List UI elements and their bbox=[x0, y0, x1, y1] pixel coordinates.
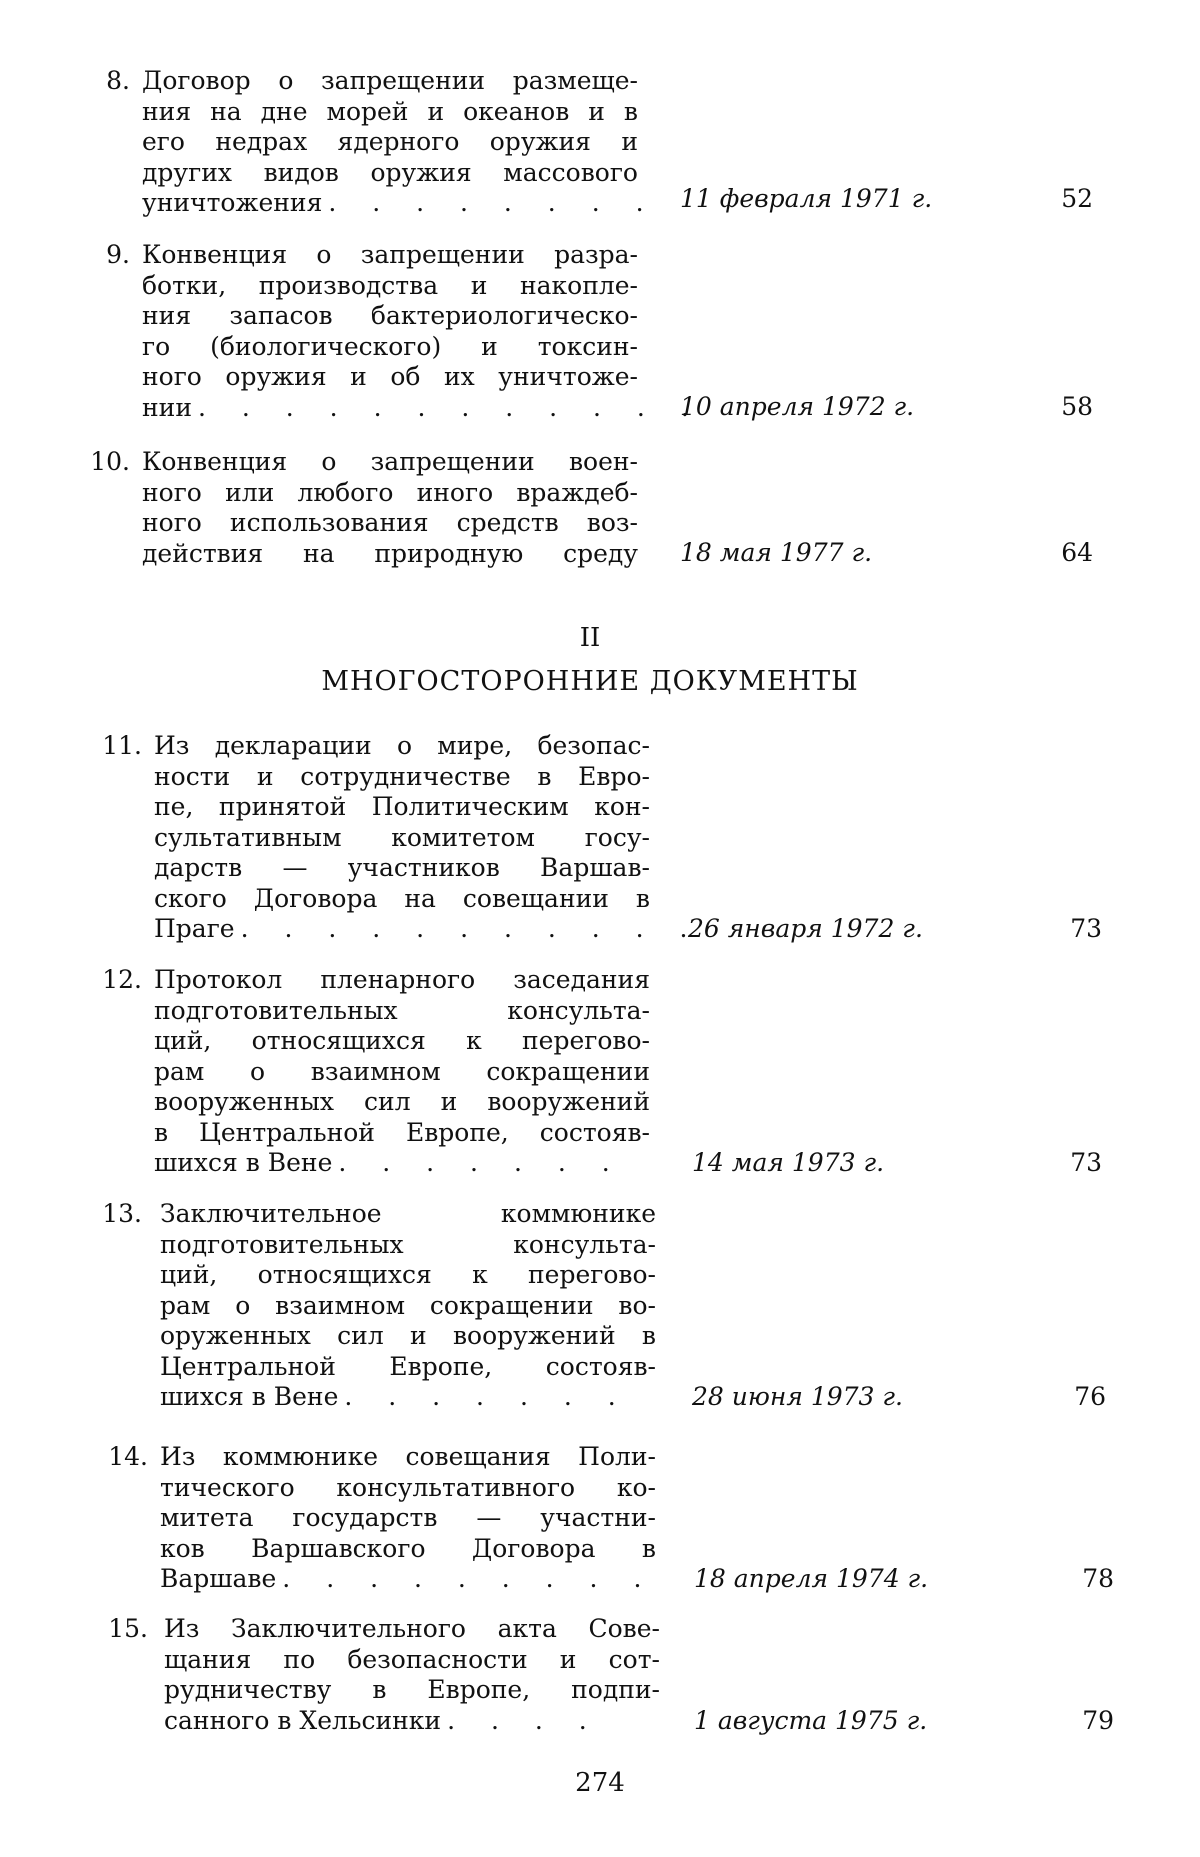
entry-title-line: ности и сотрудничестве в Евро- bbox=[154, 761, 650, 791]
entry-title-line: тического консультативного ко- bbox=[160, 1472, 656, 1502]
entry-number: 8. bbox=[106, 66, 130, 95]
entry-title-line: ций, относящихся к перегово- bbox=[160, 1260, 656, 1289]
entry-title-line: Из Заключительного акта Сове- bbox=[164, 1614, 660, 1643]
entry-title-line bbox=[142, 188, 658, 219]
entry-title-line: сультативным комитетом госу- bbox=[154, 822, 650, 852]
page-folio-number: 274 bbox=[575, 1768, 625, 1798]
entry-title bbox=[160, 1199, 656, 1413]
entry-title-line bbox=[160, 1382, 656, 1413]
entry-page-number: 73 bbox=[1070, 914, 1102, 943]
entry-title-line bbox=[154, 914, 702, 945]
entry-title-line: митета государств — участни- bbox=[160, 1503, 656, 1532]
entry-date: 28 июня 1973 г. bbox=[692, 1382, 903, 1411]
entry-title bbox=[142, 447, 638, 569]
entry-title-line: ций, относящихся к перегово- bbox=[154, 1026, 650, 1055]
entry-title-text: санного в Хельсинки bbox=[164, 1705, 442, 1735]
entry-title-line: Конвенция о запрещении разра- bbox=[142, 240, 638, 269]
entry-title-line: го (биологического) и токсин- bbox=[142, 331, 638, 361]
entry-title-line: рудничеству в Европе, подпи- bbox=[164, 1675, 660, 1704]
entry-number: 11. bbox=[102, 731, 142, 760]
entry-page-number: 64 bbox=[1061, 538, 1093, 567]
entry-date: 11 февраля 1971 г. bbox=[680, 184, 933, 213]
entry-title-line: дарств — участников Варшав- bbox=[154, 853, 650, 882]
entry-number: 14. bbox=[108, 1442, 148, 1471]
dot-leaders: . . . . . . . bbox=[344, 1382, 630, 1411]
entry-title-line: рам о взаимном сокращении во- bbox=[160, 1290, 656, 1320]
entry-number: 15. bbox=[108, 1614, 148, 1643]
entry-title-text: шихся в Вене bbox=[160, 1382, 339, 1411]
section-number: II bbox=[579, 623, 601, 653]
entry-page-number: 76 bbox=[1074, 1382, 1106, 1411]
entry-date: 10 апреля 1972 г. bbox=[680, 392, 915, 421]
entry-number: 12. bbox=[102, 965, 142, 994]
entry-title-line bbox=[164, 1706, 660, 1737]
entry-title-line bbox=[160, 1564, 656, 1595]
entry-page-number: 52 bbox=[1061, 184, 1093, 213]
dot-leaders: . . . . . . . . . . . . bbox=[198, 392, 703, 422]
entry-date: 18 мая 1977 г. bbox=[680, 538, 873, 567]
entry-title-line: Центральной Европе, состояв- bbox=[160, 1351, 656, 1381]
entry-title-line bbox=[142, 392, 703, 424]
entry-date: 1 августа 1975 г. bbox=[694, 1706, 928, 1735]
entry-title bbox=[142, 66, 658, 219]
entry-page-number: 58 bbox=[1061, 392, 1093, 421]
entry-page-number: 79 bbox=[1082, 1706, 1114, 1735]
entry-title-line: ного использования средств воз- bbox=[142, 508, 638, 537]
entry-date: 14 мая 1973 г. bbox=[692, 1148, 885, 1177]
entry-title-line: Из декларации о мире, безопас- bbox=[154, 731, 650, 760]
entry-title-line: Протокол пленарного заседания bbox=[154, 965, 650, 994]
entry-title bbox=[154, 731, 702, 945]
entry-title-line: ния запасов бактериологическо- bbox=[142, 301, 638, 330]
entry-title-text: нии bbox=[142, 392, 192, 422]
entry-title bbox=[154, 965, 650, 1179]
entry-title-line: Договор о запрещении размеще- bbox=[142, 66, 638, 95]
entry-title-line: ного оружия и об их уничтоже- bbox=[142, 362, 638, 391]
entry-title-line: ного или любого иного враждеб- bbox=[142, 477, 638, 507]
entry-title-line: Из коммюнике совещания Поли- bbox=[160, 1442, 656, 1471]
entry-title-line: ского Договора на совещании в bbox=[154, 883, 650, 913]
entry-title-line: подготовительных консульта- bbox=[160, 1229, 656, 1259]
dot-leaders: . . . . . . . . . . . bbox=[240, 914, 702, 943]
entry-date: 26 января 1972 г. bbox=[688, 914, 923, 943]
dot-leaders: . . . . bbox=[447, 1705, 601, 1735]
entry-title-line: рам о взаимном сокращении bbox=[154, 1056, 650, 1086]
entry-title-line: его недрах ядерного оружия и bbox=[142, 127, 638, 156]
entry-number: 9. bbox=[106, 240, 130, 269]
entry-title-line bbox=[154, 1148, 650, 1179]
entry-title-line: подготовительных консульта- bbox=[154, 995, 650, 1025]
section-title: МНОГОСТОРОННИЕ ДОКУМЕНТЫ bbox=[321, 666, 859, 697]
entry-title-line: вооруженных сил и вооружений bbox=[154, 1087, 650, 1116]
entry-number: 10. bbox=[90, 447, 130, 476]
entry-page-number: 78 bbox=[1082, 1564, 1114, 1593]
entry-number: 13. bbox=[102, 1199, 142, 1228]
entry-title-text: Праге bbox=[154, 914, 235, 943]
entry-date: 18 апреля 1974 г. bbox=[694, 1564, 929, 1593]
entry-title-text: Варшаве bbox=[160, 1564, 277, 1593]
dot-leaders: . . . . . . . bbox=[338, 1148, 624, 1177]
entry-title-text: уничтожения bbox=[142, 188, 323, 217]
entry-title-line: ков Варшавского Договора в bbox=[160, 1533, 656, 1563]
entry-title-line: Заключительное коммюнике bbox=[160, 1199, 656, 1228]
entry-title-text: шихся в Вене bbox=[154, 1148, 333, 1177]
entry-title-line: в Центральной Европе, состояв- bbox=[154, 1117, 650, 1147]
entry-title bbox=[142, 240, 703, 423]
entry-page-number: 73 bbox=[1070, 1148, 1102, 1177]
entry-title-line: действия на природную среду bbox=[142, 538, 638, 568]
dot-leaders: . . . . . . . . bbox=[328, 188, 658, 217]
entry-title bbox=[160, 1442, 656, 1595]
entry-title bbox=[164, 1614, 660, 1736]
dot-leaders: . . . . . . . . . bbox=[282, 1564, 656, 1593]
entry-title-line: оруженных сил и вооружений в bbox=[160, 1321, 656, 1350]
entry-title-line: пе, принятой Политическим кон- bbox=[154, 792, 650, 821]
entry-title-line: ботки, производства и накопле- bbox=[142, 270, 638, 300]
entry-title-line: ния на дне морей и океанов и в bbox=[142, 96, 638, 126]
entry-title-line: Конвенция о запрещении воен- bbox=[142, 447, 638, 476]
entry-title-line: щания по безопасности и сот- bbox=[164, 1644, 660, 1674]
entry-title-line: других видов оружия массового bbox=[142, 157, 638, 187]
